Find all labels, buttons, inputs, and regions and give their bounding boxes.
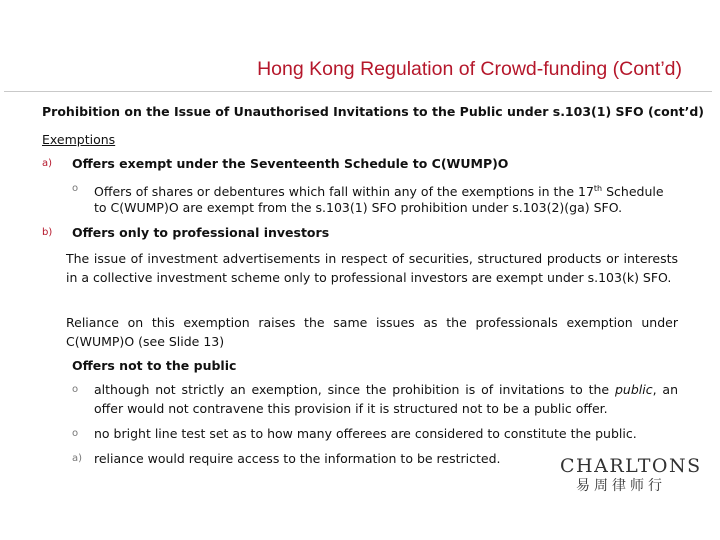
item-b-marker: b): [42, 227, 53, 238]
item-c-sub1-text: although not strictly an exemption, since the prohibition is of invitations to the public, an offer would not contravene this provision if it is structured not to be a public offer.: [94, 382, 679, 416]
item-b-heading: Offers only to professional investors: [72, 225, 330, 240]
item-c-sub2-marker: o: [72, 428, 79, 439]
charltons-logo: [560, 455, 702, 497]
item-a-heading: Offers exempt under the Seventeenth Schedule to C(WUMP)O: [72, 156, 509, 171]
item-c-sub3-marker: a): [72, 453, 83, 464]
slide-subtitle: Prohibition on the Issue of Unauthorised Invitations to the Public under s.103(1) SFO (cont’d): [42, 104, 705, 119]
item-a-sub-line1: Offers of shares or debentures which fall within any of the exemptions in the 17th Schedule: [94, 184, 664, 200]
item-a-marker: a): [42, 158, 53, 169]
logo-chinese-text: 易周律师行: [576, 478, 666, 494]
logo-english-text: CHARLTONS: [560, 455, 702, 477]
item-b-bullet1-text: The issue of investment advertisements in respect of securities, structured products or interests in a collective investment scheme only to professional investors are exempt under s.103(k) SFO.: [66, 251, 678, 285]
item-b-bullet2-text: Reliance on this exemption raises the same issues as the professionals exemption under C(WUMP)O (see Slide 13): [66, 315, 678, 349]
item-c-sub2-text: no bright line test set as to how many offerees are considered to constitute the public.: [94, 426, 637, 441]
item-c-heading: Offers not to the public: [72, 358, 237, 373]
item-a-sub-line2: to C(WUMP)O are exempt from the s.103(1) SFO prohibition under s.103(2)(ga) SFO.: [94, 200, 623, 215]
slide-title: Hong Kong Regulation of Crowd-funding (Cont’d): [257, 58, 682, 80]
title-divider: [4, 91, 712, 92]
item-c-sub1-marker: o: [72, 384, 79, 395]
item-c-sub3-text: reliance would require access to the information to be restricted.: [94, 451, 501, 466]
item-a-sub-marker: o: [72, 183, 79, 194]
section-heading: Exemptions: [42, 132, 116, 147]
